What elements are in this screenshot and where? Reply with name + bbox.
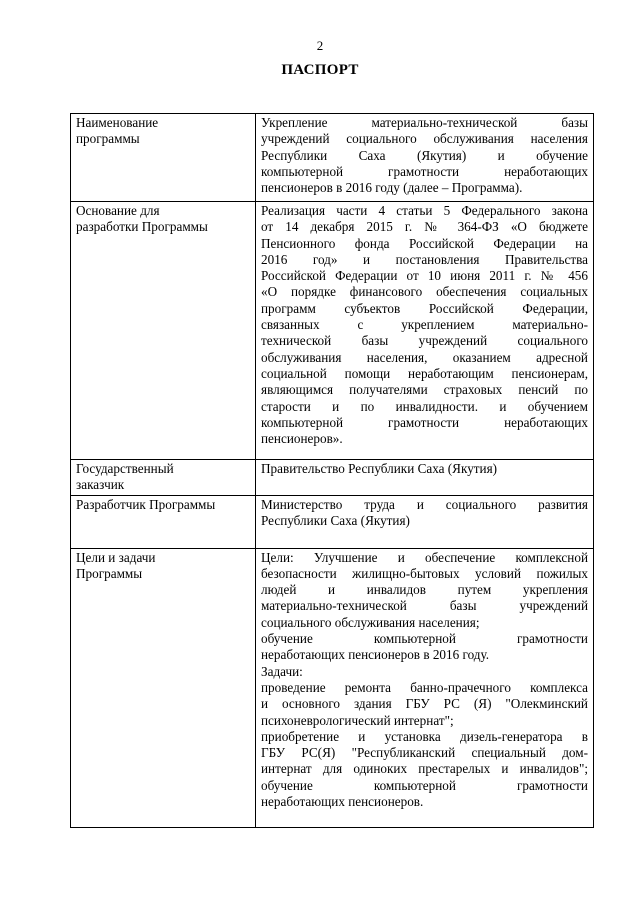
value-line: от 14 декабря 2015 г. № 364-ФЗ «О бюджете [261,219,588,235]
value-line: социального обслуживания населения; [261,614,480,630]
value-line: программ субъектов Российской Федерации, [261,300,588,316]
value-line: компьютерной грамотности неработающих [261,163,588,179]
row-label [71,495,256,548]
page-number: 2 [316,38,324,53]
value-line: материально-технической базы учреждений [261,598,588,614]
row-value [256,548,594,827]
value-line: пенсионеров в 2016 году (далее – Программа). [261,180,523,196]
value-line: Цели: Улучшение и обеспечение комплексной [261,549,588,565]
label-line: программы [76,131,140,147]
row-value [256,460,594,496]
value-line: проведение ремонта банно-прачечного комплекса [261,679,588,695]
value-line: Республики Саха (Якутия) [261,512,410,528]
value-line: Пенсионного фонда Российской Федерации на [261,235,588,251]
passport-table [70,113,594,828]
value-line: Правительство Республики Саха (Якутия) [261,461,498,476]
value-line: приобретение и установка дизель-генератора в [261,728,588,744]
table-row [71,460,594,496]
label-line: Основание для [76,203,160,218]
table-row [71,202,594,460]
table-row [71,114,594,202]
row-label [71,460,256,496]
value-line: Задачи: [261,663,303,679]
label-line: Программы [76,565,143,581]
value-line: психоневрологический интернат"; [261,712,454,728]
value-line: интернат для одиноких престарелых и инвалидов"; [261,761,588,777]
value-line: обучение компьютерной грамотности [261,777,588,793]
label-line: разработки Программы [76,219,208,235]
table-row [71,548,594,827]
value-line: являющимся получателями страховых пенсий по [261,382,588,398]
value-line: 2016 год» и постановления Правительства [261,251,588,267]
value-line: социальной помощи неработающим пенсионерам, [261,365,588,381]
value-line: технической базы учреждений социального [261,333,588,349]
row-value [256,202,594,460]
value-line: учреждений социального обслуживания населения [261,131,588,147]
value-line: ГБУ РС(Я) "Республиканский специальный дом- [261,745,588,761]
value-line: Российской Федерации от 10 июня 2011 г. № 456 [261,268,588,284]
value-line: и основного здания ГБУ РС (Я) "Олекминский [261,696,588,712]
value-line: старости и по инвалидности. и обучением [261,398,588,414]
label-line: заказчик [76,477,125,493]
value-line: Республики Саха (Якутия) и обучение [261,147,588,163]
value-line: Реализация части 4 статьи 5 Федерального закона [261,203,588,218]
row-value [256,495,594,548]
page-title: ПАСПОРТ [281,62,359,78]
value-line: обслуживания населения, оказанием адресной [261,349,588,365]
row-label [71,114,256,202]
label-line: Наименование [76,115,159,130]
value-line: пенсионеров». [261,431,343,447]
label-line: Цели и задачи [76,549,156,565]
row-label [71,202,256,460]
value-line: компьютерной грамотности неработающих [261,414,588,430]
value-line: неработающих пенсионеров. [261,794,424,810]
row-label [71,548,256,827]
value-line: Министерство труда и социального развития [261,496,588,512]
row-value [256,114,594,202]
table-row [71,495,594,548]
value-line: людей и инвалидов путем укрепления [261,582,588,598]
label-line: Государственный [76,461,174,476]
value-line: обучение компьютерной грамотности [261,631,588,647]
label-line: Разработчик Программы [76,496,216,512]
value-line: связанных с укреплением материально- [261,317,588,333]
value-line: Укрепление материально-технической базы [261,115,588,130]
value-line: неработающих пенсионеров в 2016 году. [261,647,490,663]
value-line: «О порядке финансового обеспечения социальных [261,284,588,300]
value-line: безопасности жилищно-бытовых условий пожилых [261,565,588,581]
